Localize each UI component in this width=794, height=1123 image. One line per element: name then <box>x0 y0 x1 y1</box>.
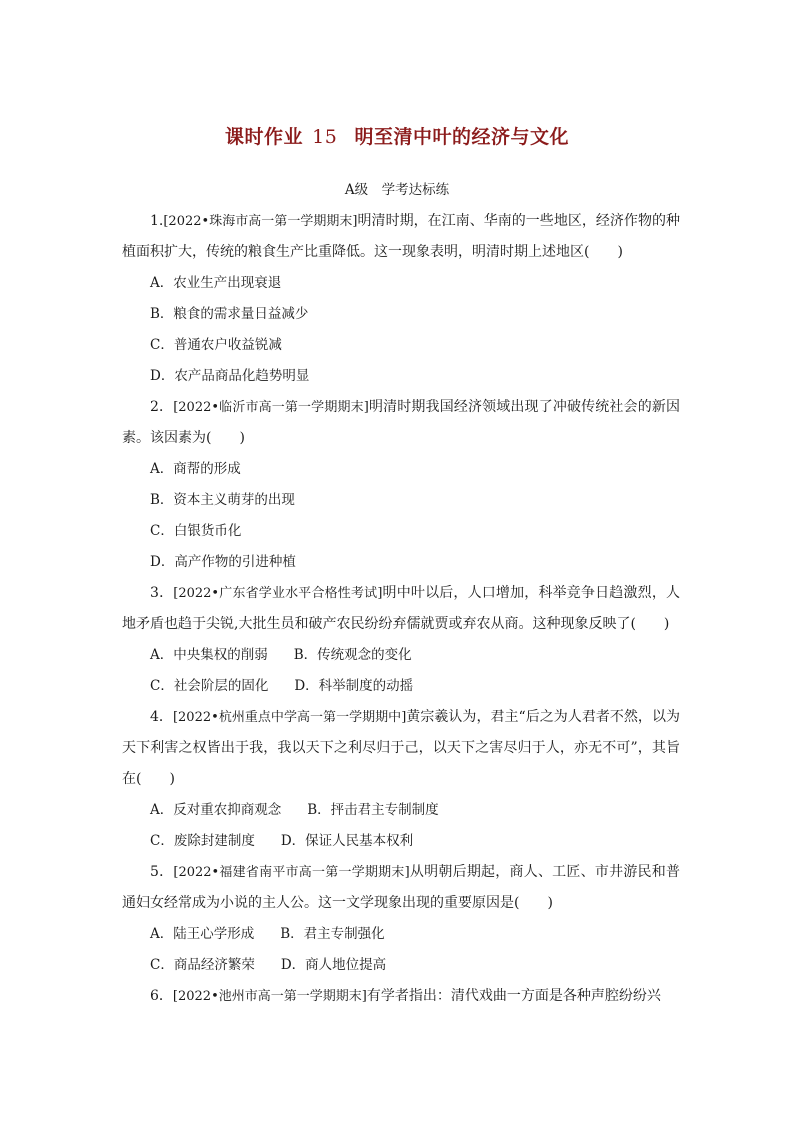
question-text: 从明朝后期起，商人、工匠、市井游民和普通妇女经常成为小说的主人公。这一文学现象出现的重要原因是( ) <box>122 864 680 911</box>
question-number: 3． <box>150 585 174 601</box>
option-c: C．普通农户收益锐减 <box>150 337 282 353</box>
option-d: D．高产作物的引进种植 <box>150 554 296 570</box>
title-topic: 明至清中叶的经济与文化 <box>354 126 569 148</box>
title-main: 课时作业 <box>225 126 304 148</box>
option-a: A．陆王心学形成 <box>150 926 255 942</box>
question-number: 6． <box>150 988 173 1004</box>
question-number: 4． <box>150 709 173 725</box>
question-source: [2022•杭州重点中学高一第一学期期中] <box>172 710 407 725</box>
title-number: 15 <box>312 126 338 148</box>
question-source: [2022•广东省学业水平合格性考试] <box>173 586 383 601</box>
question-source: [2022•珠海市高一第一学期期末] <box>163 214 358 229</box>
section-heading: A级 学考达标练 <box>344 182 450 198</box>
option-a: A．中央集权的削弱 <box>150 647 268 663</box>
option-row <box>122 826 680 857</box>
option-b: B．传统观念的变化 <box>293 647 412 663</box>
question-text: 明中叶以后，人口增加，科举竞争日趋激烈，人地矛盾也趋于尖锐,大批生员和破产农民纷纷弃儒就贾或弃农从商。这种现象反映了( ) <box>122 585 680 632</box>
question-text: 明清时期，在江南、华南的一些地区，经济作物的种植面积扩大，传统的粮食生产比重降低。这一现象表明，明清时期上述地区( ) <box>122 213 680 260</box>
question-list <box>122 206 680 1012</box>
question-source: [2022•临沂市高一第一学期期末] <box>173 400 369 415</box>
question-source: [2022•福建省南平市高一第一学期期末] <box>173 865 410 880</box>
question-stem <box>122 702 680 795</box>
question-stem <box>122 981 680 1012</box>
option-c: C．商品经济繁荣 <box>150 957 255 973</box>
option-b: B．抨击君主专制制度 <box>307 802 439 818</box>
question-text: 有学者指出：清代戏曲一方面是各种声腔纷纷兴 <box>366 988 661 1004</box>
option-a: A．商帮的形成 <box>150 461 241 477</box>
option-a: A．农业生产出现衰退 <box>150 275 282 291</box>
question-stem <box>122 206 680 268</box>
option-row <box>122 671 680 702</box>
option-c: C．废除封建制度 <box>150 833 255 849</box>
option-row <box>122 640 680 671</box>
option-d: D．农产品商品化趋势明显 <box>150 368 310 384</box>
question-number: 5． <box>150 864 174 880</box>
option-d: D．保证人民基本权利 <box>280 833 414 849</box>
option-b: B．君主专制强化 <box>280 926 385 942</box>
option-b: B．资本主义萌芽的出现 <box>150 492 295 508</box>
question-number: 2． <box>150 399 174 415</box>
question-text: 明清时期我国经济领域出现了冲破传统社会的新因素。该因素为( ) <box>122 399 680 446</box>
option-c: C．白银货币化 <box>150 523 242 539</box>
question-stem <box>122 857 680 919</box>
option-a: A．反对重农抑商观念 <box>150 802 282 818</box>
option-c: C．社会阶层的固化 <box>150 678 269 694</box>
option-b: B．粮食的需求量日益减少 <box>150 306 309 322</box>
page-title <box>0 122 794 149</box>
option-row <box>122 795 680 826</box>
question-source: [2022•池州市高一第一学期期末] <box>172 989 367 1004</box>
question-text: 黄宗羲认为，君主“后之为人君者不然，以为天下利害之权皆出于我，我以天下之利尽归于己，以天下之害尽归于人，亦无不可”，其旨在( ) <box>122 709 680 787</box>
option-d: D．商人地位提高 <box>280 957 387 973</box>
option-row <box>122 950 680 981</box>
question-stem <box>122 392 680 454</box>
option-row <box>122 919 680 950</box>
option-d: D．科举制度的动摇 <box>294 678 414 694</box>
question-number: 1. <box>150 213 164 229</box>
question-stem <box>122 578 680 640</box>
